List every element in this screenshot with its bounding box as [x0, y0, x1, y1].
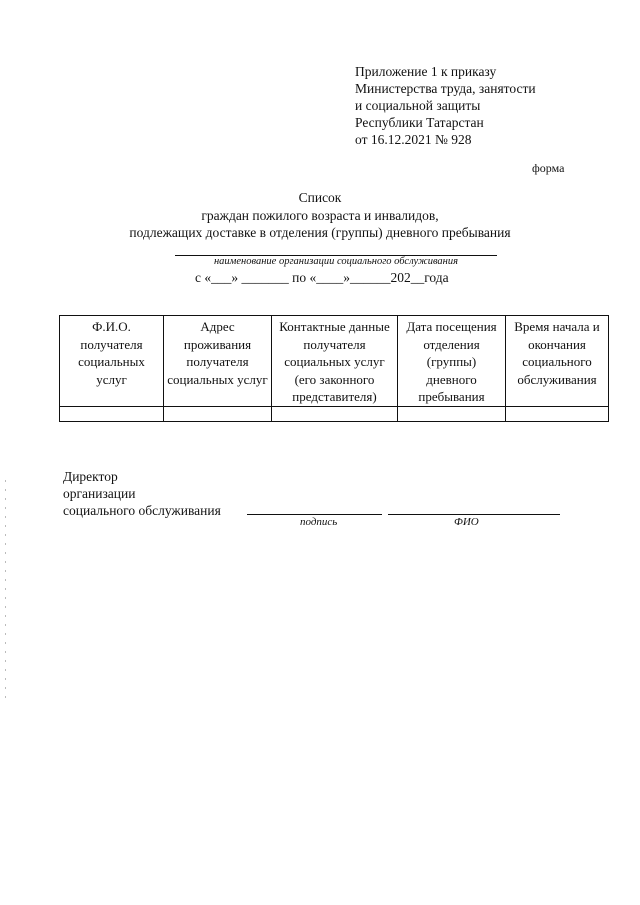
- appendix-line: Министерства труда, занятости: [355, 81, 536, 96]
- appendix-line: Приложение 1 к приказу: [355, 64, 497, 79]
- header-full-name: Ф.И.О. получателя социальных услуг: [60, 316, 164, 407]
- table-row: [60, 406, 609, 421]
- table-cell: [398, 406, 506, 421]
- header-service-time: Время начала и окончания социального обслуживания: [506, 316, 609, 407]
- appendix-line: от 16.12.2021 № 928: [355, 132, 472, 147]
- appendix-block: [355, 63, 536, 148]
- period-line: с «___» _______ по «____»______202__года: [195, 270, 449, 285]
- document-subtitle-line2: подлежащих доставке в отделения (группы) дневного пребывания: [129, 225, 511, 240]
- table-cell: [272, 406, 398, 421]
- header-visit-date: Дата посещения отделения (группы) дневного пребывания: [398, 316, 506, 407]
- form-label: форма: [532, 161, 565, 175]
- org-name-caption: наименование организации социального обслуживания: [213, 256, 459, 267]
- document-subtitle-line1: граждан пожилого возраста и инвалидов,: [201, 208, 439, 223]
- citizens-table: [59, 315, 609, 422]
- director-title-line: Директор: [63, 469, 118, 484]
- table-header-row: [60, 316, 609, 407]
- appendix-line: Республики Татарстан: [355, 115, 484, 130]
- table-cell: [164, 406, 272, 421]
- appendix-line: и социальной защиты: [355, 98, 481, 113]
- director-title-line: социального обслуживания: [63, 503, 221, 518]
- signature-blank-line: [247, 514, 382, 515]
- document-title: Список: [298, 190, 342, 205]
- table-cell: [60, 406, 164, 421]
- header-contact-data: Контактные данные получателя социальных услуг (его законного представителя): [272, 316, 398, 407]
- full-name-blank-line: [388, 514, 560, 515]
- signature-caption: подпись: [300, 516, 338, 528]
- full-name-caption: ФИО: [454, 516, 479, 528]
- header-address: Адрес проживания получателя социальных услуг: [164, 316, 272, 407]
- signature-block: [63, 468, 221, 519]
- scan-artifact-divider: [5, 480, 6, 700]
- table-cell: [506, 406, 609, 421]
- director-title-line: организации: [63, 486, 136, 501]
